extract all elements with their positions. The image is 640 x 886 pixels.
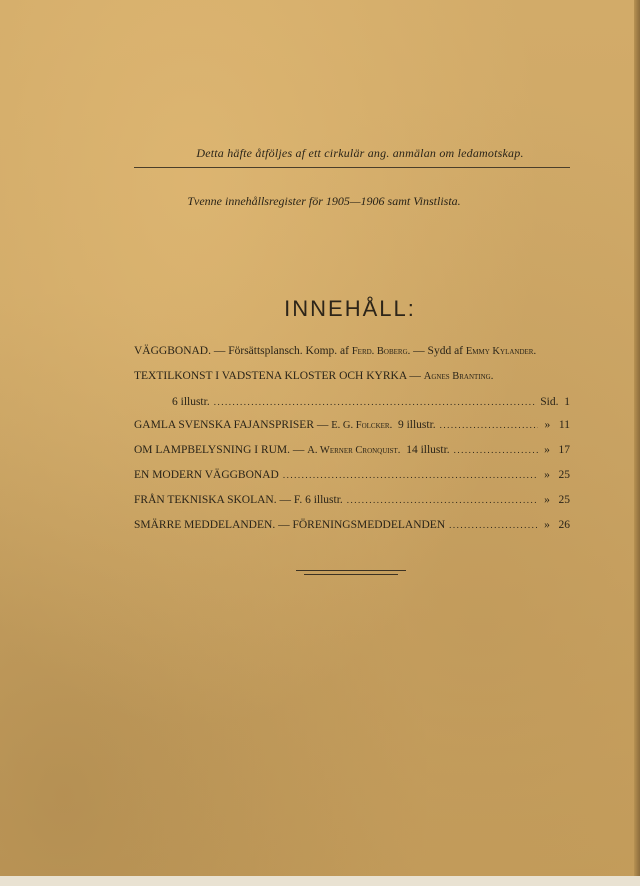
toc-entry-tekniska-skolan — [134, 491, 570, 509]
toc-entry-page — [542, 516, 570, 534]
page-number: 26 — [558, 519, 570, 531]
toc-entry-textilkonst-continued — [172, 393, 570, 411]
toc-entry-title: TEXTILKONST I VADSTENA KLOSTER OCH KYRKA — — [134, 370, 421, 382]
toc-entry-page — [542, 416, 570, 434]
toc-entry-author: Agnes Branting. — [423, 371, 494, 382]
toc-entry-illustrations: 6 illustr. — [172, 396, 210, 408]
closing-rule — [296, 570, 406, 571]
closing-rule — [304, 574, 398, 575]
toc-entry-author: Emmy Kylander. — [465, 346, 537, 357]
toc-entry-author: Ferd. Boberg. — [351, 346, 411, 357]
toc-entry-title: FRÅN TEKNISKA SKOLAN. — F. 6 illustr. — [134, 494, 343, 506]
scan-margin — [0, 876, 640, 886]
toc-entry-title: SMÄRRE MEDDELANDEN. — FÖRENINGSMEDDELANDEN — [134, 519, 446, 531]
leader-dots — [347, 491, 538, 509]
leader-dots — [283, 466, 538, 484]
toc-entry-title: VÄGGBONAD. — Försättsplansch. Komp. af — [134, 345, 349, 357]
toc-entry-author: E. G. Folcker. — [331, 420, 393, 431]
index-notice: Tvenne innehållsregister för 1905—1906 samt Vinstlista. — [187, 194, 461, 208]
page-mark: » — [544, 519, 550, 531]
toc-entry-page — [542, 491, 570, 509]
notice-divider — [134, 167, 570, 168]
page-label: Sid. — [540, 396, 559, 408]
page-mark: » — [544, 469, 550, 481]
toc-entry-illustrations: 14 illustr. — [406, 444, 450, 456]
toc-entry-lampbelysning — [134, 441, 570, 459]
page-number: 1 — [564, 396, 570, 408]
page-edge — [634, 0, 640, 886]
toc-entry-fajanspriser — [134, 416, 570, 434]
toc-entry-title: GAMLA SVENSKA FAJANSPRISER — — [134, 419, 329, 431]
page-number: 25 — [558, 469, 570, 481]
page-number: 25 — [558, 494, 570, 506]
toc-entry-page — [542, 466, 570, 484]
toc-entry-page — [540, 393, 570, 411]
toc-entry-vaggbonad — [134, 342, 570, 360]
toc-entry-textilkonst — [134, 367, 570, 385]
page-number: 11 — [558, 419, 570, 431]
circular-notice: Detta häfte åtföljes af ett cirkulär ang. anmälan om ledamotskap. — [196, 146, 524, 160]
toc-entry-title: EN MODERN VÄGGBONAD — [134, 469, 279, 481]
leader-dots — [454, 441, 538, 459]
toc-entry-modern-vaggbonad — [134, 466, 570, 484]
page-mark: » — [544, 419, 551, 431]
page-number: 17 — [558, 444, 570, 456]
toc-entry-author: A. Werner Cronquist. — [307, 445, 401, 456]
toc-entry-title: OM LAMPBELYSNING I RUM. — — [134, 444, 305, 456]
toc-entry-page — [542, 441, 570, 459]
page-mark: » — [544, 494, 550, 506]
leader-dots — [214, 393, 537, 411]
toc-entry-connector: — Sydd af — [413, 345, 464, 357]
leader-dots — [449, 516, 538, 534]
contents-heading: INNEHÅLL: — [284, 296, 416, 321]
toc-entry-illustrations: 9 illustr. — [397, 419, 436, 431]
toc-entry-meddelanden — [134, 516, 570, 534]
page-mark: » — [544, 444, 550, 456]
leader-dots — [440, 416, 538, 434]
